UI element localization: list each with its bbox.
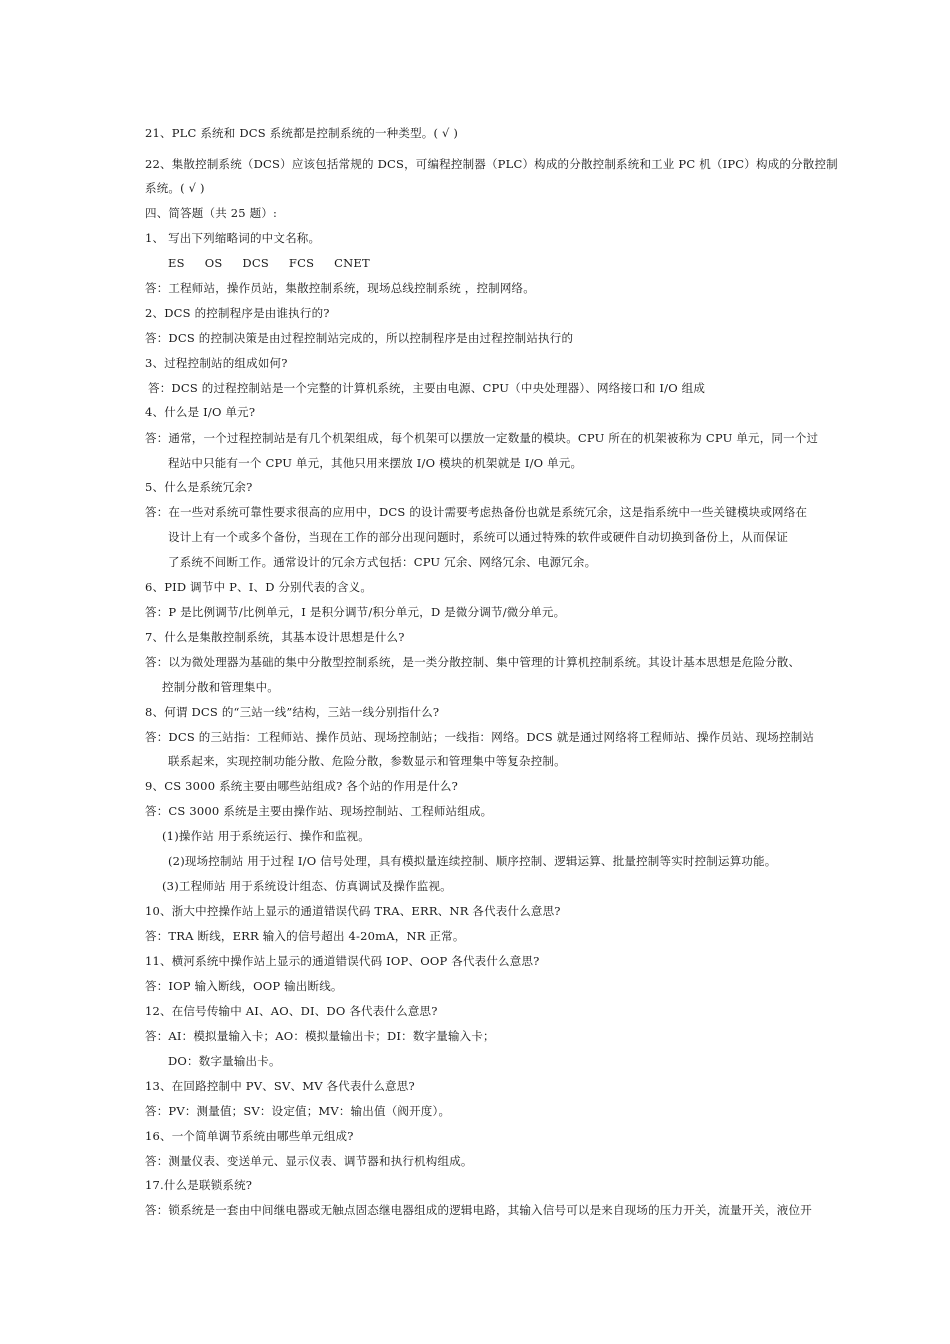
answer-12-cont: DO：数字量输出卡。 — [168, 1054, 281, 1068]
answer-3: 答：DCS 的过程控制站是一个完整的计算机系统，主要由电源、CPU（中央处理器）、网络接口和 I/O 组成 — [148, 381, 706, 395]
question-12: 12、在信号传输中 AI、AO、DI、DO 各代表什么意思? — [145, 1004, 438, 1018]
question-9: 9、CS 3000 系统主要由哪些站组成? 各个站的作用是什么? — [145, 779, 458, 793]
answer-17: 答：锁系统是一套由中间继电器或无触点固态继电器组成的逻辑电路，其输入信号可以是来自现场的压力开关，流量开关，液位开 — [145, 1203, 812, 1217]
question-7: 7、什么是集散控制系统，其基本设计思想是什么? — [145, 630, 405, 644]
abbrev-dcs: DCS — [242, 256, 269, 270]
question-4: 4、什么是 I/O 单元? — [145, 405, 256, 419]
answer-4-cont: 程站中只能有一个 CPU 单元，其他只用来摆放 I/O 模块的机架就是 I/O 单元。 — [168, 456, 583, 470]
item-21: 21、PLC 系统和 DCS 系统都是控制系统的一种类型。( √ ) — [145, 126, 459, 140]
item-22-cont: 系统。( √ ) — [145, 181, 205, 195]
abbrev-cnet: CNET — [334, 256, 370, 270]
abbrev-fcs: FCS — [288, 256, 315, 270]
answer-9: 答：CS 3000 系统是主要由操作站、现场控制站、工程师站组成。 — [145, 804, 493, 818]
answer-12: 答：AI：模拟量输入卡；AO：模拟量输出卡；DI：数字量输入卡； — [145, 1029, 495, 1043]
question-5: 5、什么是系统冗余? — [145, 480, 253, 494]
answer-5-cont-1: 设计上有一个或多个备份，当现在工作的部分出现问题时，系统可以通过特殊的软件或硬件自动切换到备份上，从而保证 — [168, 530, 789, 544]
answer-9-item-3: (3)工程师站 用于系统设计组态、仿真调试及操作监视。 — [162, 879, 452, 893]
answer-9-item-2: (2)现场控制站 用于过程 I/O 信号处理，具有模拟量连续控制、顺序控制、逻辑运算、批量控制等实时控制运算功能。 — [168, 854, 777, 868]
item-22: 22、集散控制系统（DCS）应该包括常规的 DCS，可编程控制器（PLC）构成的分散控制系统和工业 PC 机（IPC）构成的分散控制 — [145, 157, 838, 171]
question-13: 13、在回路控制中 PV、SV、MV 各代表什么意思? — [145, 1079, 415, 1093]
answer-5: 答：在一些对系统可靠性要求很高的应用中，DCS 的设计需要考虑热备份也就是系统冗余，这是指系统中一些关键模块或网络在 — [145, 505, 808, 519]
question-10: 10、浙大中控操作站上显示的通道错误代码 TRA、ERR、NR 各代表什么意思? — [145, 904, 561, 918]
answer-2: 答：DCS 的控制决策是由过程控制站完成的，所以控制程序是由过程控制站执行的 — [145, 331, 574, 345]
answer-7-cont: 控制分散和管理集中。 — [162, 680, 279, 694]
question-8: 8、何谓 DCS 的“三站一线”结构，三站一线分别指什么? — [145, 705, 440, 719]
question-2: 2、DCS 的控制程序是由谁执行的? — [145, 306, 330, 320]
answer-7: 答：以为微处理器为基础的集中分散型控制系统，是一类分散控制、集中管理的计算机控制系统。其设计基本思想是危险分散、 — [145, 655, 801, 669]
question-11: 11、横河系统中操作站上显示的通道错误代码 IOP、OOP 各代表什么意思? — [145, 954, 540, 968]
answer-4: 答：通常，一个过程控制站是有几个机架组成，每个机架可以摆放一定数量的模块。CPU 所在的机架被称为 CPU 单元，同一个过 — [145, 431, 819, 445]
answer-11: 答：IOP 输入断线，OOP 输出断线。 — [145, 979, 343, 993]
answer-5-cont-2: 了系统不间断工作。通常设计的冗余方式包括：CPU 冗余、网络冗余、电源冗余。 — [168, 555, 597, 569]
question-3: 3、过程控制站的组成如何? — [145, 356, 288, 370]
abbrev-os: OS — [204, 256, 223, 270]
answer-8-cont: 联系起来，实现控制功能分散、危险分散，参数显示和管理集中等复杂控制。 — [168, 754, 566, 768]
answer-16: 答：测量仪表、变送单元、显示仪表、调节器和执行机构组成。 — [145, 1154, 473, 1168]
answer-13: 答：PV：测量值；SV：设定值；MV：输出值（阀开度）。 — [145, 1104, 451, 1118]
abbrev-es: ES — [168, 256, 185, 270]
answer-10: 答：TRA 断线，ERR 输入的信号超出 4-20mA，NR 正常。 — [145, 929, 465, 943]
answer-9-item-1: (1)操作站 用于系统运行、操作和监视。 — [162, 829, 370, 843]
answer-8: 答：DCS 的三站指：工程师站、操作员站、现场控制站；一线指：网络。DCS 就是通过网络将工程师站、操作员站、现场控制站 — [145, 730, 815, 744]
question-17: 17.什么是联锁系统? — [145, 1178, 253, 1192]
abbrev-list — [168, 255, 390, 271]
answer-6: 答：P 是比例调节/比例单元，I 是积分调节/积分单元，D 是微分调节/微分单元。 — [145, 605, 566, 619]
answer-1: 答：工程师站，操作员站，集散控制系统，现场总线控制系统 ，控制网络。 — [145, 281, 535, 295]
question-1: 1、 写出下列缩略词的中文名称。 — [145, 231, 321, 245]
question-6: 6、PID 调节中 P、I、D 分别代表的含义。 — [145, 580, 373, 594]
question-16: 16、一个简单调节系统由哪些单元组成? — [145, 1129, 354, 1143]
section-heading: 四、简答题（共 25 题）: — [145, 206, 278, 220]
